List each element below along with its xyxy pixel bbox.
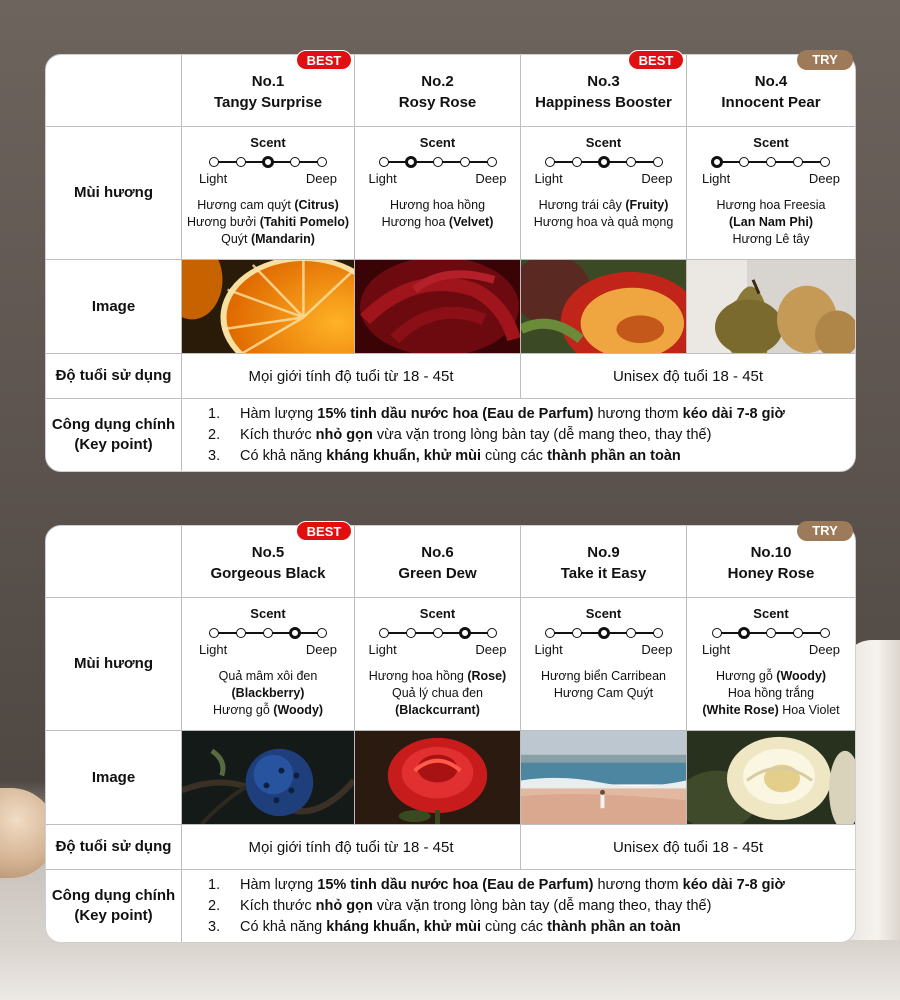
beach-photo xyxy=(521,731,686,824)
key-point-fragment: cùng các xyxy=(480,918,548,935)
product-image xyxy=(182,260,355,354)
key-point-fragment: Có khả năng xyxy=(240,447,327,464)
row-label-text: Image xyxy=(91,297,136,315)
note-highlight: (Lan Nam Phi) xyxy=(728,215,814,229)
product-name: Happiness Booster xyxy=(535,93,672,111)
scale-light-label: Light xyxy=(702,642,731,657)
scent-intensity-scale xyxy=(380,626,496,640)
key-point-number: 2. xyxy=(208,897,221,914)
product-header xyxy=(521,55,687,127)
scent-intensity-scale xyxy=(210,155,326,169)
product-image xyxy=(521,731,687,825)
note-highlight: (Woody) xyxy=(273,703,324,717)
scale-deep-label: Deep xyxy=(641,171,673,186)
scent-notes xyxy=(717,197,826,248)
scale-dot xyxy=(653,628,663,638)
scale-dot xyxy=(766,157,776,167)
scale-dot xyxy=(236,157,246,167)
age-group-cell xyxy=(182,354,521,399)
product-number: No.9 xyxy=(587,543,620,561)
key-point-highlight: nhỏ gọn xyxy=(315,426,373,443)
key-label-line2: (Key point) xyxy=(74,907,153,924)
scent-notes xyxy=(382,197,494,231)
scale-deep-label: Deep xyxy=(305,171,337,186)
scent-cell xyxy=(182,598,355,731)
note-highlight: (Tahiti Pomelo) xyxy=(259,215,350,229)
note-text: Hương hoa hồng xyxy=(389,198,486,212)
product-name: Take it Easy xyxy=(560,564,647,582)
note-highlight: (Blackberry) xyxy=(231,686,305,700)
key-point-fragment: Kích thước xyxy=(240,897,316,914)
note-highlight: (Woody) xyxy=(776,669,827,683)
note-text: Quả lý chua đen xyxy=(391,686,484,700)
key-point-item xyxy=(208,425,711,446)
row-label-age xyxy=(46,825,182,870)
product-header xyxy=(687,523,855,598)
scale-dot xyxy=(626,157,636,167)
scale-dot xyxy=(433,628,443,638)
product-number: No.10 xyxy=(750,543,792,561)
note-text: Hương hoa hồng xyxy=(368,669,468,683)
key-point-number: 3. xyxy=(208,918,221,935)
key-point-fragment: Kích thước xyxy=(240,426,316,443)
product-name: Green Dew xyxy=(398,564,477,582)
key-point-item xyxy=(208,896,711,917)
scale-dot xyxy=(545,157,555,167)
note-text: Hoa hồng trắng xyxy=(727,686,815,700)
scale-dot xyxy=(290,157,300,167)
scale-labels xyxy=(369,171,507,187)
scent-note-line xyxy=(717,231,826,248)
scent-cell xyxy=(521,598,687,731)
key-point-fragment: vừa vặn trong lòng bàn tay (dễ mang theo, thay thế) xyxy=(372,426,712,443)
scent-intensity-scale xyxy=(713,155,829,169)
scale-deep-label: Deep xyxy=(475,171,507,186)
scent-note-line xyxy=(702,668,839,685)
scent-notes xyxy=(702,668,839,719)
scent-intensity-scale xyxy=(713,626,829,640)
scale-dot xyxy=(379,628,389,638)
best-badge: BEST xyxy=(296,50,352,70)
scale-dot xyxy=(572,157,582,167)
scent-title: Scent xyxy=(250,606,286,621)
key-point-fragment: hương thơm xyxy=(593,405,683,422)
scent-cell xyxy=(687,598,855,731)
white-rose-photo xyxy=(687,731,855,824)
scent-note-line xyxy=(187,197,349,214)
scale-dot xyxy=(460,157,470,167)
table-grid xyxy=(46,523,855,942)
scale-dot xyxy=(572,628,582,638)
product-image xyxy=(687,260,855,354)
row-label-text: Image xyxy=(91,768,136,786)
product-number: No.2 xyxy=(421,72,454,90)
scale-dot xyxy=(793,157,803,167)
scent-note-line xyxy=(369,702,506,719)
scent-intensity-scale xyxy=(380,155,496,169)
row-label-scent xyxy=(46,127,182,260)
scale-dot-selected xyxy=(738,627,750,639)
key-point-text xyxy=(240,425,711,446)
scale-dot xyxy=(793,628,803,638)
scale-dot xyxy=(379,157,389,167)
scale-dot xyxy=(209,628,219,638)
note-highlight: (Rose) xyxy=(467,669,507,683)
key-points-list xyxy=(182,870,855,942)
corner-cell xyxy=(46,55,182,127)
row-label-text xyxy=(52,886,175,926)
scent-cell xyxy=(355,598,521,731)
scent-note-line xyxy=(534,197,674,214)
product-header xyxy=(182,526,355,598)
scent-intensity-scale xyxy=(546,626,662,640)
scent-note-line xyxy=(534,214,674,231)
key-point-text xyxy=(240,404,785,425)
note-text: Hương gỗ xyxy=(212,703,274,717)
product-name: Tangy Surprise xyxy=(213,93,323,111)
row-label-image xyxy=(46,260,182,354)
scale-dot-selected xyxy=(459,627,471,639)
age-text: Unisex độ tuổi 18 - 45t xyxy=(612,838,764,856)
product-header xyxy=(355,526,521,598)
scale-dot xyxy=(739,157,749,167)
age-group-cell xyxy=(521,354,855,399)
product-header xyxy=(182,55,355,127)
scale-dot xyxy=(263,628,273,638)
key-point-fragment: hương thơm xyxy=(593,876,683,893)
scent-notes xyxy=(541,668,666,702)
key-point-highlight: thành phần an toàn xyxy=(547,447,681,464)
best-badge: BEST xyxy=(296,521,352,541)
scent-title: Scent xyxy=(753,606,789,621)
note-highlight: (Mandarin) xyxy=(250,232,315,246)
key-point-highlight: 15% tinh dầu nước hoa (Eau de Parfum) xyxy=(317,876,594,893)
scale-dot xyxy=(766,628,776,638)
scale-dot-selected xyxy=(405,156,417,168)
product-name: Rosy Rose xyxy=(398,93,477,111)
scent-note-line xyxy=(702,702,839,719)
scale-labels xyxy=(702,171,840,187)
scent-note-line xyxy=(213,685,323,702)
key-point-fragment: Hàm lượng xyxy=(240,876,318,893)
key-point-highlight: nhỏ gọn xyxy=(315,897,373,914)
scale-light-label: Light xyxy=(534,642,563,657)
scent-note-line xyxy=(213,668,323,685)
key-point-highlight: kháng khuẩn, khử mùi xyxy=(326,918,481,935)
product-header xyxy=(687,52,855,127)
scale-light-label: Light xyxy=(702,171,731,186)
note-text: Hương bưởi xyxy=(186,215,260,229)
scent-note-line xyxy=(541,685,666,702)
scale-dot xyxy=(487,628,497,638)
scale-dot xyxy=(820,628,830,638)
scale-dot xyxy=(487,157,497,167)
scent-title: Scent xyxy=(753,135,789,150)
row-label-text xyxy=(52,415,175,455)
scale-dot-selected xyxy=(598,627,610,639)
scent-title: Scent xyxy=(585,135,622,150)
age-group-cell xyxy=(521,825,855,870)
scent-note-line xyxy=(702,685,839,702)
scale-deep-label: Deep xyxy=(305,642,337,657)
scale-dot xyxy=(236,628,246,638)
scale-light-label: Light xyxy=(199,171,228,186)
key-point-number: 3. xyxy=(208,447,221,464)
note-text: Hương Lê tây xyxy=(732,232,810,246)
key-point-fragment: cùng các xyxy=(480,447,548,464)
key-label-line1: Công dụng chính xyxy=(51,887,176,904)
key-point-text xyxy=(240,896,711,917)
scale-dot xyxy=(317,157,327,167)
scale-light-label: Light xyxy=(368,642,397,657)
best-badge: BEST xyxy=(628,50,684,70)
scale-dot xyxy=(545,628,555,638)
row-label-scent xyxy=(46,598,182,731)
corner-cell xyxy=(46,526,182,598)
scale-dot-selected xyxy=(262,156,274,168)
scale-dot xyxy=(712,628,722,638)
note-text: Quả mâm xôi đen xyxy=(218,669,318,683)
row-label-age xyxy=(46,354,182,399)
age-text: Mọi giới tính độ tuổi từ 18 - 45t xyxy=(248,367,454,385)
note-text: Hương hoa và quả mọng xyxy=(533,215,674,229)
scent-note-line xyxy=(541,668,666,685)
note-highlight: (Citrus) xyxy=(294,198,339,212)
scale-dot-selected xyxy=(289,627,301,639)
scent-note-line xyxy=(382,214,494,231)
peach-photo xyxy=(521,260,686,353)
product-image xyxy=(521,260,687,354)
row-label-text: Mùi hương xyxy=(73,184,153,201)
product-number: No.5 xyxy=(251,543,285,561)
row-label-text: Độ tuổi sử dụng xyxy=(55,838,172,855)
product-header xyxy=(521,526,687,598)
comparison-table-1 xyxy=(45,54,856,472)
table-grid xyxy=(46,52,855,471)
blackberry-photo xyxy=(182,731,354,824)
key-point-text xyxy=(240,875,785,896)
key-point-fragment: Hàm lượng xyxy=(240,405,318,422)
note-highlight: (Velvet) xyxy=(448,215,494,229)
key-point-number: 1. xyxy=(208,876,221,893)
note-text: Quýt xyxy=(221,232,251,246)
scent-cell xyxy=(687,127,855,260)
scale-labels xyxy=(199,642,337,658)
pears-photo xyxy=(687,260,855,353)
scale-dot xyxy=(433,157,443,167)
row-label-key-point xyxy=(46,870,182,942)
scale-dot xyxy=(626,628,636,638)
scale-dot-selected xyxy=(711,156,723,168)
key-point-item xyxy=(208,875,785,896)
scale-dot xyxy=(653,157,663,167)
product-image xyxy=(182,731,355,825)
scale-dot xyxy=(209,157,219,167)
scale-deep-label: Deep xyxy=(641,642,673,657)
scale-dot xyxy=(406,628,416,638)
scent-intensity-scale xyxy=(546,155,662,169)
age-text: Mọi giới tính độ tuổi từ 18 - 45t xyxy=(248,838,454,856)
red-rose-photo xyxy=(355,260,520,353)
note-text: Hương Cam Quýt xyxy=(553,686,654,700)
product-image xyxy=(355,260,521,354)
key-point-item xyxy=(208,917,681,938)
scale-labels xyxy=(535,642,673,658)
scent-cell xyxy=(182,127,355,260)
row-label-text: Mùi hương xyxy=(73,655,153,672)
key-point-number: 2. xyxy=(208,426,221,443)
note-text: Hương biển Carribean xyxy=(541,669,666,683)
scale-labels xyxy=(369,642,507,658)
key-point-highlight: kháng khuẩn, khử mùi xyxy=(326,447,481,464)
try-badge: TRY xyxy=(797,521,853,541)
note-text: Hương hoa Freesia xyxy=(716,198,826,212)
row-label-text: Độ tuổi sử dụng xyxy=(55,367,172,384)
scent-notes xyxy=(213,668,323,719)
scent-note-line xyxy=(369,685,506,702)
key-point-fragment: vừa vặn trong lòng bàn tay (dễ mang theo, thay thế) xyxy=(372,897,712,914)
key-point-highlight: 15% tinh dầu nước hoa (Eau de Parfum) xyxy=(317,405,594,422)
key-point-text xyxy=(240,446,681,467)
note-text: Hương gỗ xyxy=(715,669,777,683)
note-text: Hương trái cây xyxy=(538,198,626,212)
scale-labels xyxy=(702,642,840,658)
age-text: Unisex độ tuổi 18 - 45t xyxy=(612,367,764,385)
scent-note-line xyxy=(717,214,826,231)
key-point-item xyxy=(208,446,681,467)
scale-deep-label: Deep xyxy=(475,642,507,657)
key-points-list xyxy=(182,399,855,471)
scent-title: Scent xyxy=(250,135,286,150)
product-header xyxy=(355,55,521,127)
scent-title: Scent xyxy=(419,606,456,621)
scent-note-line xyxy=(213,702,323,719)
orange-slice-photo xyxy=(182,260,354,353)
scent-cell xyxy=(521,127,687,260)
note-text: Hoa Violet xyxy=(778,703,840,717)
product-image xyxy=(355,731,521,825)
scent-note-line xyxy=(369,668,506,685)
key-point-text xyxy=(240,917,681,938)
scent-note-line xyxy=(382,197,494,214)
red-rose-2-photo xyxy=(355,731,520,824)
key-point-item xyxy=(208,404,785,425)
scent-notes xyxy=(369,668,506,719)
scent-title: Scent xyxy=(419,135,456,150)
key-point-highlight: kéo dài 7-8 giờ xyxy=(682,876,785,893)
scale-deep-label: Deep xyxy=(808,642,840,657)
product-number: No.3 xyxy=(587,72,620,90)
key-point-highlight: thành phần an toàn xyxy=(547,918,681,935)
scent-cell xyxy=(355,127,521,260)
row-label-image xyxy=(46,731,182,825)
scent-note-line xyxy=(187,231,349,248)
key-point-highlight: kéo dài 7-8 giờ xyxy=(682,405,785,422)
product-number: No.4 xyxy=(754,72,788,90)
note-highlight: (Fruity) xyxy=(625,198,669,212)
row-label-key-point xyxy=(46,399,182,471)
note-highlight: (Blackcurrant) xyxy=(395,703,480,717)
scale-labels xyxy=(199,171,337,187)
try-badge: TRY xyxy=(797,50,853,70)
scent-note-line xyxy=(717,197,826,214)
product-number: No.6 xyxy=(421,543,454,561)
scale-dot xyxy=(820,157,830,167)
scale-deep-label: Deep xyxy=(808,171,840,186)
product-name: Honey Rose xyxy=(727,564,815,582)
scale-light-label: Light xyxy=(368,171,397,186)
key-label-line1: Công dụng chính xyxy=(51,416,176,433)
age-group-cell xyxy=(182,825,521,870)
note-text: Hương cam quýt xyxy=(197,198,295,212)
product-number: No.1 xyxy=(251,72,285,90)
scent-intensity-scale xyxy=(210,626,326,640)
scale-labels xyxy=(535,171,673,187)
note-highlight: (White Rose) xyxy=(702,703,779,717)
background-floor xyxy=(0,940,900,1000)
comparison-table-2 xyxy=(45,525,856,943)
scale-dot xyxy=(317,628,327,638)
product-name: Innocent Pear xyxy=(721,93,821,111)
key-point-number: 1. xyxy=(208,405,221,422)
scent-note-line xyxy=(187,214,349,231)
note-text: Hương hoa xyxy=(381,215,449,229)
key-point-fragment: Có khả năng xyxy=(240,918,327,935)
scent-notes xyxy=(534,197,674,231)
scent-title: Scent xyxy=(585,606,622,621)
scale-light-label: Light xyxy=(534,171,563,186)
scale-light-label: Light xyxy=(199,642,228,657)
product-image xyxy=(687,731,855,825)
scent-notes xyxy=(187,197,349,248)
scale-dot-selected xyxy=(598,156,610,168)
key-label-line2: (Key point) xyxy=(74,436,153,453)
product-name: Gorgeous Black xyxy=(210,564,326,582)
